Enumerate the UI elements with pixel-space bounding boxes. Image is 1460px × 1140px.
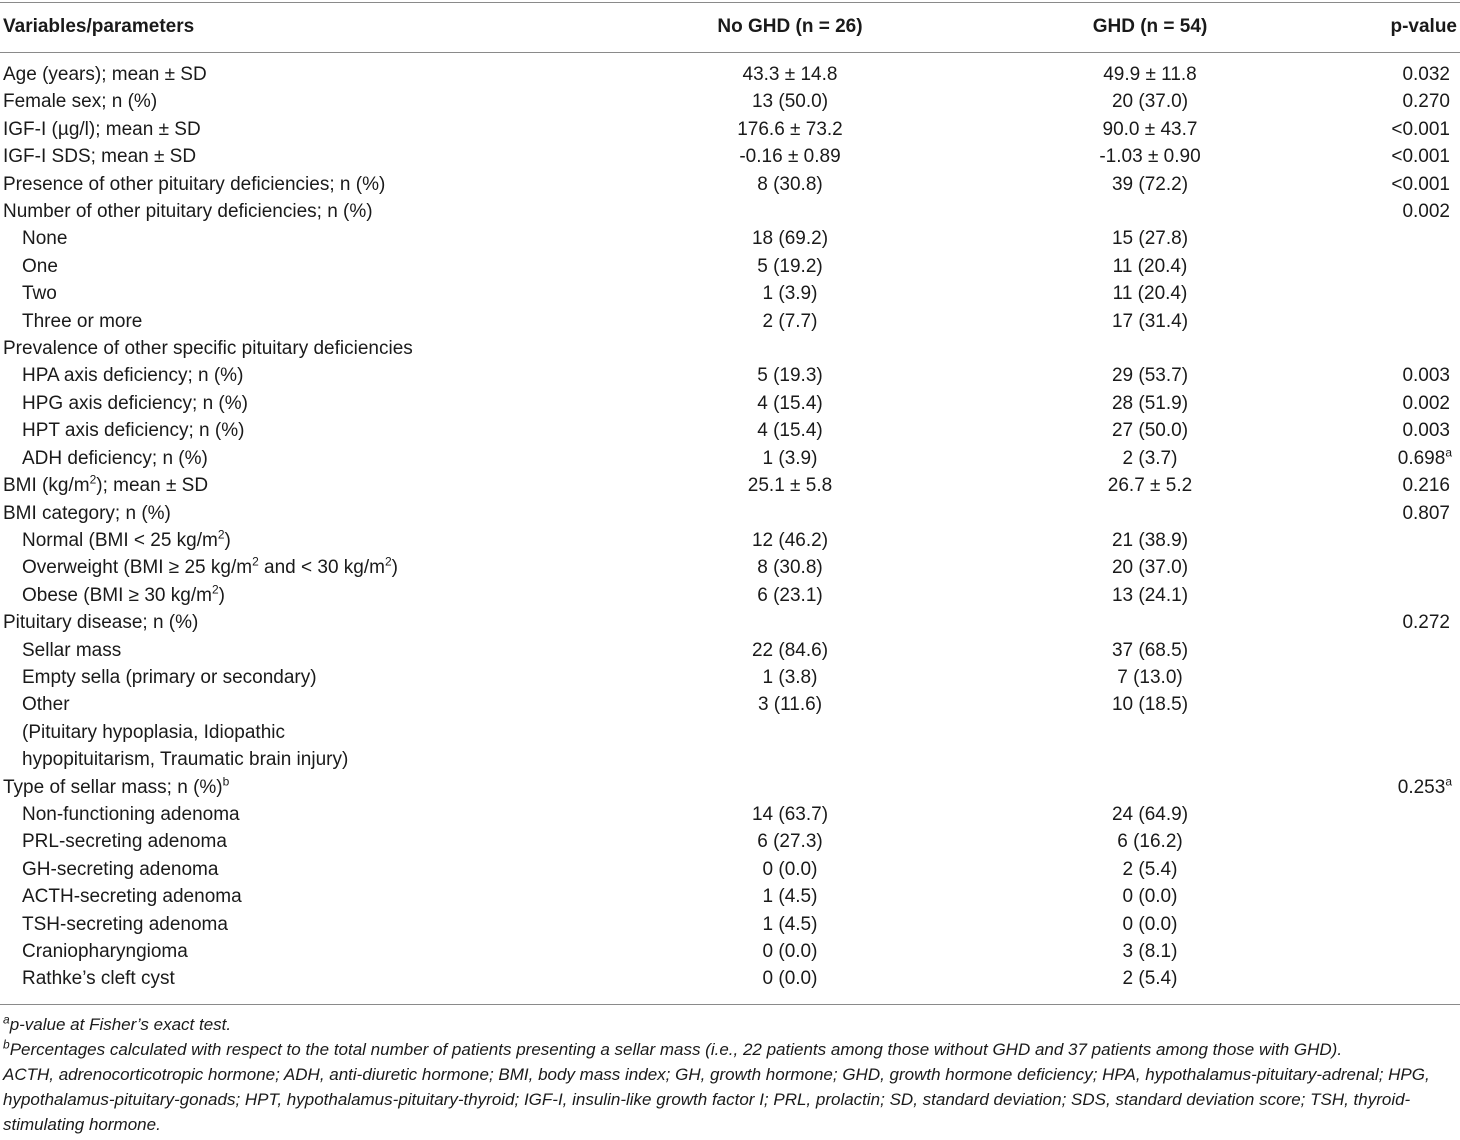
- cell-p-value: [1310, 609, 1460, 636]
- row-label: [0, 883, 590, 910]
- cell-no-ghd: 1 (4.5): [762, 886, 818, 908]
- cell-no-ghd: 176.6 ± 73.2: [737, 118, 843, 140]
- row-label: [0, 828, 590, 855]
- row-label-text: None: [22, 228, 68, 250]
- cell-ghd: 15 (27.8): [1111, 228, 1189, 250]
- table-row: [0, 472, 1460, 499]
- cell-ghd: 39 (72.2): [1111, 173, 1189, 195]
- row-label-text: ADH deficiency; n (%): [22, 447, 208, 469]
- cell-no-ghd: 6 (27.3): [757, 831, 823, 853]
- row-label: [0, 911, 590, 938]
- p-value-sup: a: [1445, 445, 1452, 460]
- table-row: [0, 225, 1460, 252]
- row-label: [0, 445, 590, 472]
- row-label-text: One: [22, 255, 58, 277]
- cell-no-ghd: 1 (3.8): [762, 666, 818, 688]
- table-row: [0, 308, 1460, 335]
- header-no-ghd: No GHD (n = 26): [717, 16, 863, 37]
- table-row: [0, 88, 1460, 115]
- table-row: [0, 883, 1460, 910]
- cell-no-ghd: 22 (84.6): [751, 639, 829, 661]
- row-label-tail: ): [391, 557, 398, 579]
- cell-ghd: 2 (5.4): [1122, 968, 1178, 990]
- row-label-text: Overweight (BMI ≥ 25 kg/m: [22, 557, 253, 579]
- p-value-sup: a: [1445, 774, 1452, 789]
- row-label-sup: 2: [217, 527, 225, 542]
- cell-p-value: [1310, 883, 1460, 910]
- cell-no-ghd: 0 (0.0): [762, 968, 818, 990]
- cell-no-ghd: 8 (30.8): [757, 173, 823, 195]
- row-label: [0, 746, 590, 773]
- cell-no-ghd: 6 (23.1): [757, 584, 823, 606]
- row-label: [0, 280, 590, 307]
- row-label: [0, 938, 590, 965]
- table-row: [0, 61, 1460, 88]
- table-row: [0, 445, 1460, 472]
- cell-ghd: 20 (37.0): [1111, 557, 1189, 579]
- table-row: [0, 774, 1460, 801]
- row-label-text: Obese (BMI ≥ 30 kg/m: [22, 584, 212, 606]
- table-row: [0, 691, 1460, 718]
- cell-no-ghd: 0 (0.0): [762, 941, 818, 962]
- row-label-text: GH-secreting adenoma: [22, 858, 219, 880]
- p-value-text: <0.001: [1391, 118, 1450, 140]
- cell-no-ghd: 0 (0.0): [762, 858, 818, 880]
- row-label: [0, 582, 590, 609]
- table-row: [0, 335, 1460, 362]
- row-label-mid: and < 30 kg/m: [258, 557, 385, 579]
- p-value-text: <0.001: [1391, 146, 1450, 168]
- row-label: [0, 390, 590, 417]
- row-label: [0, 308, 590, 335]
- cell-p-value: [1310, 719, 1460, 746]
- row-label: [0, 664, 590, 691]
- row-label: [0, 691, 590, 718]
- row-label: [0, 61, 590, 88]
- cell-ghd: 26.7 ± 5.2: [1107, 475, 1193, 497]
- p-value-text: 0.270: [1402, 91, 1450, 113]
- table-row: [0, 116, 1460, 143]
- row-label: [0, 554, 590, 581]
- cell-p-value: [1310, 911, 1460, 938]
- row-label-sup: 2: [211, 582, 219, 597]
- row-label-sup: b: [222, 774, 230, 789]
- cell-no-ghd: [590, 335, 950, 362]
- cell-ghd: 90.0 ± 43.7: [1102, 118, 1198, 140]
- cell-ghd: 11 (20.4): [1112, 283, 1188, 305]
- row-label-text: Type of sellar mass; n (%): [3, 776, 223, 798]
- cell-no-ghd: 5 (19.2): [757, 255, 823, 277]
- row-label: [0, 225, 590, 252]
- cell-ghd: [950, 500, 1310, 527]
- cell-no-ghd: [590, 500, 950, 527]
- cell-p-value: [1310, 362, 1460, 389]
- row-label-text: Empty sella (primary or secondary): [22, 666, 317, 688]
- cell-no-ghd: 13 (50.0): [751, 91, 829, 113]
- cell-ghd: 11 (20.4): [1112, 255, 1188, 277]
- cell-no-ghd: 4 (15.4): [757, 420, 823, 442]
- cell-p-value: [1310, 691, 1460, 718]
- row-label-text: Pituitary disease; n (%): [3, 612, 199, 634]
- table-footnotes: [3, 1012, 1458, 1137]
- cell-no-ghd: 43.3 ± 14.8: [742, 64, 838, 85]
- cell-p-value: [1310, 253, 1460, 280]
- header-ghd: GHD (n = 54): [1092, 16, 1208, 37]
- table-row: [0, 719, 1460, 746]
- row-label-text: TSH-secreting adenoma: [22, 913, 228, 935]
- row-label-sup: 2: [89, 472, 97, 487]
- cell-p-value: [1310, 664, 1460, 691]
- row-label-text: Prevalence of other specific pituitary deficiencies: [3, 338, 413, 360]
- cell-no-ghd: 12 (46.2): [751, 529, 829, 551]
- row-label: [0, 719, 590, 746]
- row-label: [0, 856, 590, 883]
- table-row: [0, 253, 1460, 280]
- cell-ghd: 21 (38.9): [1111, 529, 1189, 551]
- row-label-text: BMI category; n (%): [3, 502, 171, 524]
- cell-ghd: 20 (37.0): [1111, 91, 1189, 113]
- cell-p-value: [1310, 143, 1460, 170]
- table-row: [0, 390, 1460, 417]
- cell-p-value: [1310, 527, 1460, 554]
- row-label: [0, 417, 590, 444]
- cell-ghd: 7 (13.0): [1117, 666, 1183, 688]
- cell-ghd: [950, 198, 1310, 225]
- row-label: [0, 472, 590, 499]
- table-header: [0, 0, 1460, 53]
- cell-p-value: [1310, 856, 1460, 883]
- cell-no-ghd: -0.16 ± 0.89: [739, 146, 841, 168]
- row-label: [0, 335, 590, 362]
- cell-p-value: [1310, 965, 1460, 992]
- row-label-text: Three or more: [22, 310, 143, 332]
- cell-ghd: 37 (68.5): [1111, 639, 1189, 661]
- cell-no-ghd: 1 (3.9): [762, 447, 818, 469]
- row-label-text: HPT axis deficiency; n (%): [22, 420, 245, 442]
- cell-ghd: 0 (0.0): [1122, 913, 1178, 935]
- cell-ghd: 2 (3.7): [1122, 447, 1178, 469]
- cell-no-ghd: 8 (30.8): [757, 557, 823, 579]
- cell-ghd: [950, 746, 1310, 773]
- row-label-tail: ): [218, 584, 225, 606]
- cell-no-ghd: [590, 746, 950, 773]
- row-label: [0, 500, 590, 527]
- row-label-text: Craniopharyngioma: [22, 941, 188, 962]
- table-row: [0, 746, 1460, 773]
- row-label-sup: 2: [252, 554, 259, 569]
- table-row: [0, 198, 1460, 225]
- cell-ghd: 10 (18.5): [1111, 694, 1189, 716]
- cell-p-value: [1310, 500, 1460, 527]
- row-label: [0, 609, 590, 636]
- cell-p-value: [1310, 198, 1460, 225]
- row-label-tail: ); mean ± SD: [96, 475, 209, 497]
- cell-no-ghd: 1 (4.5): [762, 913, 818, 935]
- cell-p-value: [1310, 445, 1460, 472]
- cell-no-ghd: [590, 198, 950, 225]
- cell-ghd: 24 (64.9): [1111, 803, 1189, 825]
- row-label-text: Two: [22, 283, 57, 305]
- row-label: [0, 774, 590, 801]
- row-label: [0, 143, 590, 170]
- table-row: [0, 609, 1460, 636]
- cell-p-value: [1310, 746, 1460, 773]
- table-row: [0, 801, 1460, 828]
- p-value-text: 0.807: [1402, 502, 1450, 524]
- row-label-sup: 2: [384, 554, 392, 569]
- cell-p-value: [1310, 171, 1460, 198]
- row-label-text: BMI (kg/m: [3, 475, 90, 497]
- cell-p-value: [1310, 774, 1460, 801]
- row-label-text: Sellar mass: [22, 639, 122, 661]
- cell-ghd: 28 (51.9): [1111, 392, 1189, 414]
- cell-p-value: [1310, 417, 1460, 444]
- row-label: [0, 801, 590, 828]
- row-label-text: Other: [22, 694, 70, 716]
- row-label-text: hypopituitarism, Traumatic brain injury): [22, 749, 349, 771]
- footnote-a-mark: a: [3, 1012, 10, 1027]
- cell-p-value: [1310, 472, 1460, 499]
- table-row: [0, 280, 1460, 307]
- row-label-text: Female sex; n (%): [3, 91, 158, 113]
- cell-ghd: 2 (5.4): [1122, 858, 1178, 880]
- table-bottom-rule: [0, 1004, 1460, 1005]
- cell-no-ghd: 25.1 ± 5.8: [747, 475, 833, 497]
- cell-ghd: [950, 335, 1310, 362]
- row-label: [0, 88, 590, 115]
- p-value-text: 0.698: [1397, 447, 1446, 469]
- table-row: [0, 664, 1460, 691]
- cell-p-value: [1310, 390, 1460, 417]
- cell-no-ghd: 2 (7.7): [762, 310, 818, 332]
- footnote-b-text: Percentages calculated with respect to the total number of patients presenting a sellar mass (i.e., 22 patients among those without GHD and 37 patients among those with GHD).: [9, 1040, 1343, 1059]
- cell-no-ghd: 1 (3.9): [762, 283, 818, 305]
- row-label-text: HPA axis deficiency; n (%): [22, 365, 244, 387]
- row-label-text: Presence of other pituitary deficiencies; n (%): [3, 173, 386, 195]
- cell-no-ghd: 4 (15.4): [757, 392, 823, 414]
- row-label-text: ACTH-secreting adenoma: [22, 886, 242, 908]
- cell-ghd: 27 (50.0): [1111, 420, 1189, 442]
- table-row: [0, 637, 1460, 664]
- footnote-a: [3, 1012, 1458, 1037]
- footnote-b: [3, 1037, 1458, 1062]
- p-value-text: 0.002: [1402, 201, 1450, 223]
- row-label-text: IGF-I SDS; mean ± SD: [3, 146, 197, 168]
- header-variables: Variables/parameters: [3, 16, 195, 37]
- cell-p-value: [1310, 637, 1460, 664]
- p-value-text: 0.253: [1397, 776, 1446, 798]
- row-label: [0, 527, 590, 554]
- row-label-text: Rathke’s cleft cyst: [22, 968, 175, 990]
- cell-no-ghd: 5 (19.3): [757, 365, 823, 387]
- row-label-tail: ): [224, 529, 231, 551]
- table-row: [0, 911, 1460, 938]
- cell-p-value: [1310, 582, 1460, 609]
- p-value-text: <0.001: [1391, 173, 1450, 195]
- cell-no-ghd: 18 (69.2): [751, 228, 829, 250]
- cell-no-ghd: 3 (11.6): [757, 694, 823, 716]
- table-row: [0, 171, 1460, 198]
- p-value-text: 0.003: [1402, 365, 1450, 387]
- p-value-text: 0.003: [1402, 420, 1450, 442]
- cell-ghd: [950, 774, 1310, 801]
- cell-no-ghd: 14 (63.7): [751, 803, 829, 825]
- cell-p-value: [1310, 61, 1460, 88]
- cell-ghd: [950, 719, 1310, 746]
- row-label-text: PRL-secreting adenoma: [22, 831, 227, 853]
- p-value-text: 0.032: [1402, 64, 1450, 85]
- cell-p-value: [1310, 801, 1460, 828]
- table-row: [0, 362, 1460, 389]
- row-label-text: Normal (BMI < 25 kg/m: [22, 529, 218, 551]
- table-row: [0, 143, 1460, 170]
- row-label: [0, 362, 590, 389]
- p-value-text: 0.272: [1402, 612, 1450, 634]
- cell-p-value: [1310, 828, 1460, 855]
- table-row: [0, 582, 1460, 609]
- cell-p-value: [1310, 335, 1460, 362]
- cell-p-value: [1310, 116, 1460, 143]
- table-row: [0, 527, 1460, 554]
- cell-ghd: -1.03 ± 0.90: [1099, 146, 1201, 168]
- table-row: [0, 554, 1460, 581]
- cell-no-ghd: [590, 719, 950, 746]
- cell-ghd: [950, 609, 1310, 636]
- table-row: [0, 417, 1460, 444]
- row-label-text: Number of other pituitary deficiencies; n (%): [3, 201, 373, 223]
- row-label-text: IGF-I (µg/l); mean ± SD: [3, 118, 201, 140]
- footnote-abbreviations: ACTH, adrenocorticotropic hormone; ADH, anti-diuretic hormone; BMI, body mass index; GH, growth hormone; GHD, growth hormone deficiency; HPA, hypothalamus-pituitary-adrenal; HPG, hypothalamus-pituitary-gonads; HPT, hypothalamus-pituitary-thyroid; IGF-I, insulin-like growth factor I; PRL, prolactin; SD, standard deviation; SDS, standard deviation score; TSH, thyroid-stimulating hormone.: [3, 1065, 1430, 1134]
- cell-ghd: 49.9 ± 11.8: [1103, 64, 1197, 85]
- cell-ghd: 3 (8.1): [1122, 941, 1178, 962]
- cell-no-ghd: [590, 609, 950, 636]
- cell-ghd: 17 (31.4): [1111, 310, 1189, 332]
- table-row: [0, 938, 1460, 965]
- cell-p-value: [1310, 88, 1460, 115]
- row-label-text: (Pituitary hypoplasia, Idiopathic: [22, 721, 285, 743]
- footnote-a-text: p-value at Fisher’s exact test.: [9, 1015, 232, 1034]
- row-label: [0, 198, 590, 225]
- row-label-text: HPG axis deficiency; n (%): [22, 392, 248, 414]
- row-label: [0, 253, 590, 280]
- table-row: [0, 500, 1460, 527]
- cell-p-value: [1310, 554, 1460, 581]
- table-row: [0, 856, 1460, 883]
- table-row: [0, 965, 1460, 992]
- row-label: [0, 171, 590, 198]
- table-body: [0, 53, 1460, 993]
- header-p-value: p-value: [1390, 16, 1457, 37]
- cell-ghd: 6 (16.2): [1117, 831, 1183, 853]
- cell-p-value: [1310, 225, 1460, 252]
- cell-ghd: 29 (53.7): [1111, 365, 1189, 387]
- cell-p-value: [1310, 280, 1460, 307]
- p-value-text: 0.002: [1402, 392, 1450, 414]
- row-label: [0, 965, 590, 992]
- row-label: [0, 116, 590, 143]
- row-label-text: Non-functioning adenoma: [22, 803, 240, 825]
- cell-p-value: [1310, 308, 1460, 335]
- cell-no-ghd: [590, 774, 950, 801]
- row-label: [0, 637, 590, 664]
- cell-p-value: [1310, 938, 1460, 965]
- cell-ghd: 13 (24.1): [1111, 584, 1189, 606]
- cell-ghd: 0 (0.0): [1122, 886, 1178, 908]
- row-label-text: Age (years); mean ± SD: [3, 64, 207, 85]
- p-value-text: 0.216: [1402, 475, 1450, 497]
- table-row: [0, 828, 1460, 855]
- footnote-b-mark: b: [3, 1037, 10, 1052]
